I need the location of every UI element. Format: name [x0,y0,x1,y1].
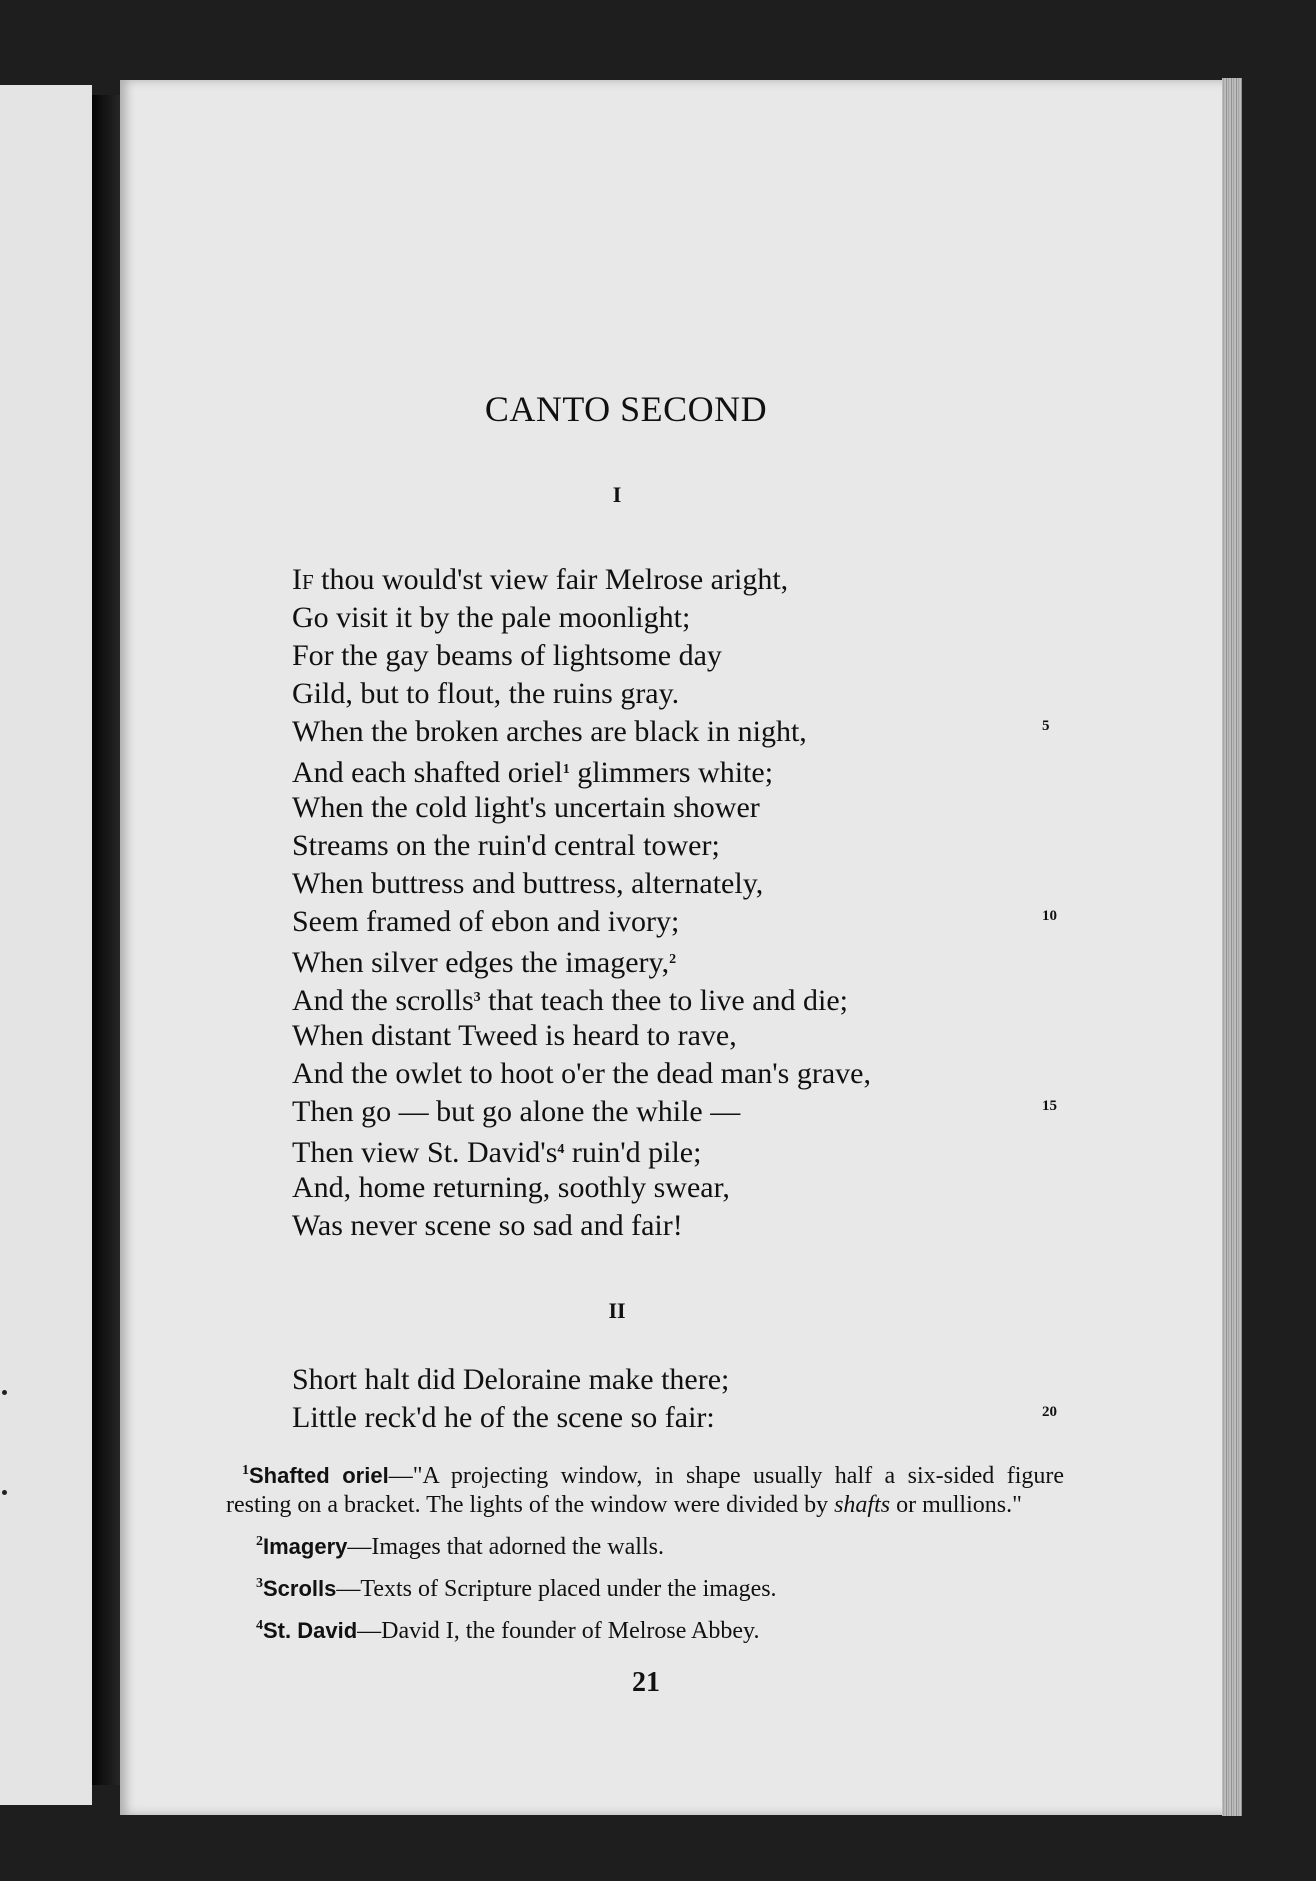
margin-mark [2,1490,7,1495]
footnote-ref: 4 [557,1142,565,1157]
footnote [226,1611,1064,1646]
verse-line [292,675,871,713]
verse-line [292,599,871,637]
footnote [226,1527,1064,1562]
footnote-text: —Texts of Scripture placed under the images. [336,1576,777,1602]
footnote-term: Scrolls [263,1576,337,1601]
verse-text: And each shafted oriel [292,756,563,789]
verse-text: When buttress and buttress, alternately, [292,867,764,900]
verse-line [292,561,871,599]
verse-text: glimmers white; [569,756,774,789]
verse-line [292,1399,1057,1437]
verse-text: When distant Tweed is heard to rave, [292,1019,737,1052]
initial-word: If [292,563,314,596]
verse-line [292,827,871,865]
footnote-text: —Images that adorned the walls. [347,1534,664,1560]
footnote-term: Imagery [263,1534,348,1559]
canto-title: CANTO SECOND [484,389,768,429]
facing-page-edge [0,85,92,1805]
verse-text: Go visit it by the pale moonlight; [292,601,691,634]
verse-text: And, home returning, soothly swear, [292,1171,730,1204]
verse-text: thou would'st view fair Melrose aright, [313,563,789,596]
verse-line [292,1093,1057,1131]
footnote-mark: 1 [242,1463,249,1478]
verse-line [292,865,871,903]
verse-line [292,1169,871,1207]
footnote-text: —David I, the founder of Melrose Abbey. [357,1618,760,1644]
footnote [226,1569,1064,1604]
footnote-term: Shafted oriel [249,1463,389,1488]
page-stack-edge [1222,78,1242,1816]
verse-text: Seem framed of ebon and ivory; [292,905,680,938]
margin-mark [2,1390,7,1395]
verse-text: Short halt did Deloraine make there; [292,1363,730,1396]
verse-text: that teach thee to live and die; [480,984,848,1017]
verse-text: Little reck'd he of the scene so fair: [292,1401,715,1434]
verse-line [292,713,1050,751]
footnote-ref: 3 [473,990,481,1005]
line-number: 20 [1042,1404,1057,1420]
verse-text: For the gay beams of lightsome day [292,639,722,672]
verse-line [292,903,1057,941]
footnote-mark: 4 [256,1618,263,1633]
footnote-mark: 3 [256,1576,263,1591]
stanza-number: II [608,1298,626,1323]
footnote-text: or mullions." [890,1492,1022,1518]
footnote-text: —"A projecting window, in shape usually half a six-sided figure resting on a bracket. The lights of the window were divided by [226,1463,1065,1518]
footnote-mark: 2 [256,1534,263,1549]
verse-text: And the scrolls [292,984,474,1017]
verse-text: And the owlet to hoot o'er the dead man's grave, [292,1057,871,1090]
verse-text: ruin'd pile; [564,1136,702,1169]
verse-text: When the broken arches are black in night, [292,715,807,748]
stanza-number: I [612,482,622,507]
verse-text: Gild, but to flout, the ruins gray. [292,677,680,710]
verse-line [292,637,871,675]
verse-line [292,979,871,1017]
verse-line [292,789,871,827]
stanza-lines [292,561,1057,1245]
line-number: 5 [1042,718,1050,734]
footnote-italic: shafts [834,1492,891,1518]
verse-line [292,1131,871,1169]
verse-line [292,1017,871,1055]
verse-text: Then go — but go alone the while — [292,1095,741,1128]
footnote [226,1456,1064,1520]
line-number: 15 [1042,1098,1057,1114]
stanza-lines [292,1361,1057,1437]
verse-text: When silver edges the imagery, [292,946,670,979]
verse-line [292,1055,871,1093]
verse-text: Then view St. David's [292,1136,558,1169]
verse-text: Streams on the ruin'd central tower; [292,829,720,862]
verse-text: When the cold light's uncertain shower [292,791,760,824]
footnotes [226,1456,1064,1646]
page-number: 21 [632,1667,660,1698]
footnote-ref: 1 [562,762,570,777]
verse-line [292,941,871,979]
verse-line [292,1207,871,1245]
footnote-term: St. David [263,1618,358,1643]
verse-line [292,751,871,789]
line-number: 10 [1042,908,1057,924]
verse-text: Was never scene so sad and fair! [292,1209,683,1242]
footnote-ref: 2 [669,952,677,967]
verse-line [292,1361,729,1399]
